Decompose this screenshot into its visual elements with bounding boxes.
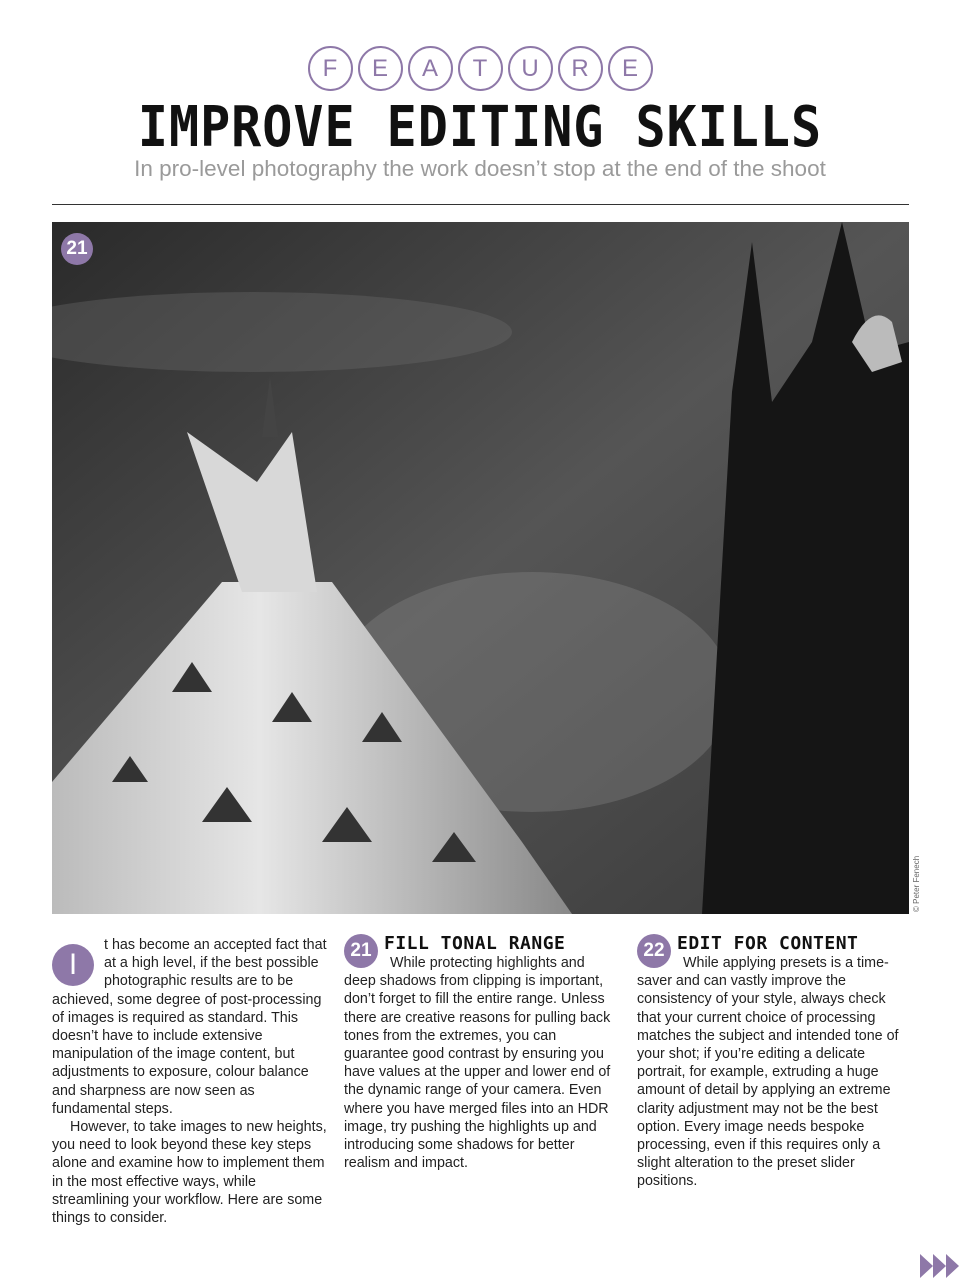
tip-number-badge: 21 <box>344 934 378 968</box>
kicker-letter: T <box>458 46 503 91</box>
next-page-arrows-icon[interactable] <box>920 1254 959 1278</box>
tip-body: While protecting highlights and deep shadows from clipping is important, don’t forget to fill the entire range. Unless there are creative reasons for pulling back tones from the extremes, you can guarantee good contrast by ensuring you have values at the upper and lower end of the dynamic range of your camera. Even where you have merged files into an HDR image, try pushing the highlights up and introducing some shadows for better realism and impact. <box>344 955 611 1172</box>
photo-credit: © Peter Fenech <box>912 855 921 912</box>
intro-paragraph: However, to take images to new heights, you need to look beyond these key steps alone and examine how to implement them in the most effective ways, while streamlining your workflow. Here are some things to consider. <box>52 1119 327 1227</box>
kicker-letter: E <box>608 46 653 91</box>
kicker-letter: A <box>408 46 453 91</box>
cathedral-photo <box>52 222 909 914</box>
kicker-letter: U <box>508 46 553 91</box>
tip-heading: FILL TONAL RANGE <box>384 933 566 954</box>
tip-number-badge: 22 <box>637 934 671 968</box>
page-subtitle: In pro-level photography the work doesn’t stop at the end of the shoot <box>134 156 826 181</box>
photo-tip-badge: 21 <box>61 233 93 265</box>
tip-21 <box>344 933 619 1172</box>
feature-kicker <box>0 46 960 91</box>
feature-photo <box>52 222 909 914</box>
page-title: IMPROVE EDITING SKILLS <box>137 94 823 160</box>
kicker-letter: R <box>558 46 603 91</box>
tip-22 <box>637 933 912 1191</box>
intro-column <box>52 936 327 1227</box>
intro-paragraph: t has become an accepted fact that at a high level, if the best possible photographic results are to be achieved, some degree of post-processing of images is required as standard. This doesn’t have to include extensive manipulation of the image content, but adjustments to exposure, colour balance and sharpness are now seen as fundamental steps. <box>52 937 327 1117</box>
kicker-letter: E <box>358 46 403 91</box>
divider <box>52 204 909 205</box>
drop-cap: I <box>52 944 94 986</box>
tip-body: While applying presets is a time-saver and can vastly improve the consistency of your style, always check that your current choice of processing matches the subject and intended tone of your shot; if you’re editing a delicate portrait, for example, extruding a huge amount of detail by applying an extreme clarity adjustment may not be the best option. Every image needs bespoke processing, even if this requires only a slight alteration to the preset slider positions. <box>637 955 899 1190</box>
tip-heading: EDIT FOR CONTENT <box>677 933 859 954</box>
kicker-letter: F <box>308 46 353 91</box>
